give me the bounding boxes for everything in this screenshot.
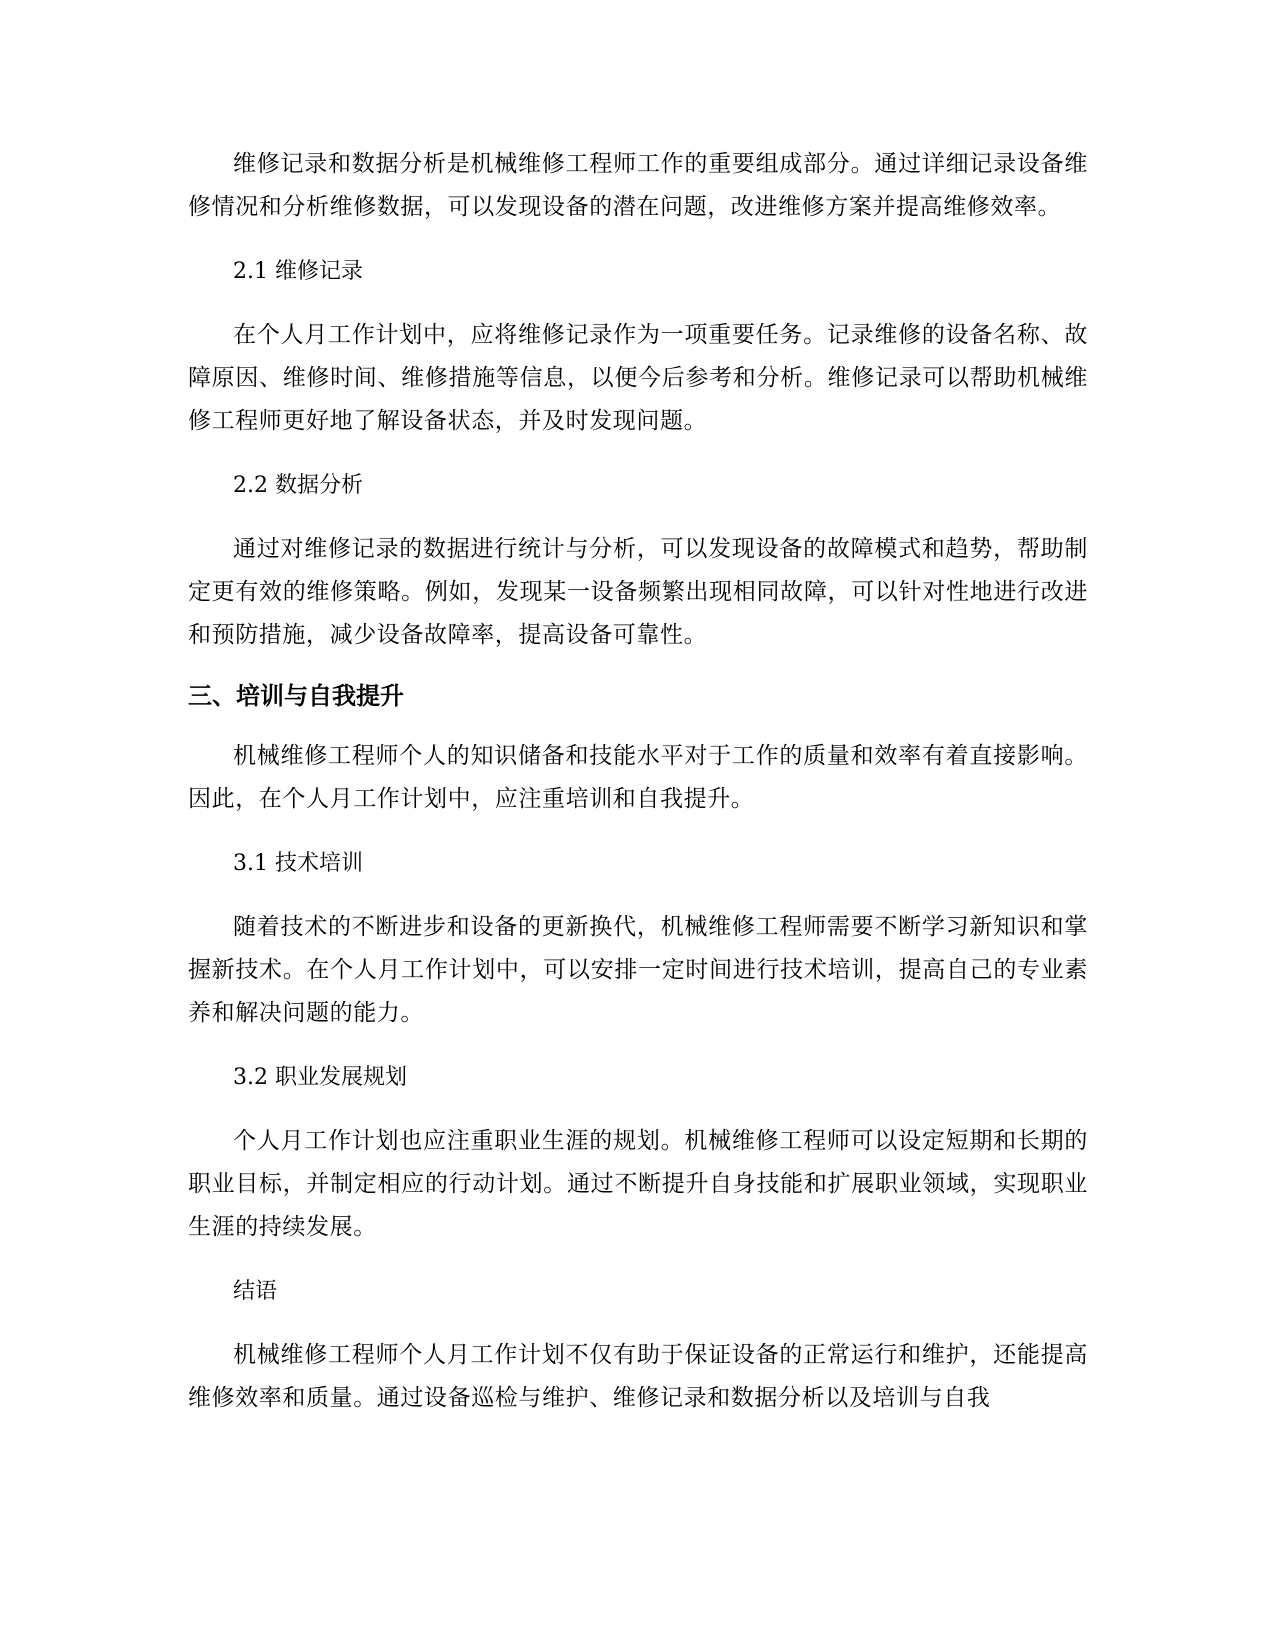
subheading-3-2: 3.2 职业发展规划 — [233, 1065, 407, 1090]
paragraph-data-analysis: 通过对维修记录的数据进行统计与分析，可以发现设备的故障模式和趋势，帮助制定更有效的维修策略。例如，发现某一设备频繁出现相同故障，可以针对性地进行改进和预防措施，减少设备故障率，提高设备可靠性。 — [188, 536, 1088, 648]
paragraph-maintenance-records: 在个人月工作计划中，应将维修记录作为一项重要任务。记录维修的设备名称、故障原因、维修时间、维修措施等信息，以便今后参考和分析。维修记录可以帮助机械维修工程师更好地了解设备状态，并及时发现问题。 — [188, 322, 1088, 434]
document-body — [188, 143, 1088, 1441]
section-title-3: 三、培训与自我提升 — [188, 682, 404, 710]
subheading-conclusion: 结语 — [233, 1279, 278, 1304]
paragraph-intro-records-analysis: 维修记录和数据分析是机械维修工程师工作的重要组成部分。通过详细记录设备维修情况和分析维修数据，可以发现设备的潜在问题，改进维修方案并提高维修效率。 — [188, 151, 1088, 220]
subheading-2-2: 2.2 数据分析 — [233, 473, 363, 498]
subheading-3-1: 3.1 技术培训 — [233, 851, 363, 876]
paragraph-conclusion: 机械维修工程师个人月工作计划不仅有助于保证设备的正常运行和维护，还能提高维修效率和质量。通过设备巡检与维护、维修记录和数据分析以及培训与自我 — [188, 1342, 1088, 1411]
paragraph-career-planning: 个人月工作计划也应注重职业生涯的规划。机械维修工程师可以设定短期和长期的职业目标，并制定相应的行动计划。通过不断提升自身技能和扩展职业领域，实现职业生涯的持续发展。 — [188, 1128, 1088, 1240]
subheading-2-1: 2.1 维修记录 — [233, 259, 363, 284]
paragraph-training-intro: 机械维修工程师个人的知识储备和技能水平对于工作的质量和效率有着直接影响。因此，在个人月工作计划中，应注重培训和自我提升。 — [188, 743, 1088, 812]
paragraph-technical-training: 随着技术的不断进步和设备的更新换代，机械维修工程师需要不断学习新知识和掌握新技术。在个人月工作计划中，可以安排一定时间进行技术培训，提高自己的专业素养和解决问题的能力。 — [188, 914, 1088, 1026]
